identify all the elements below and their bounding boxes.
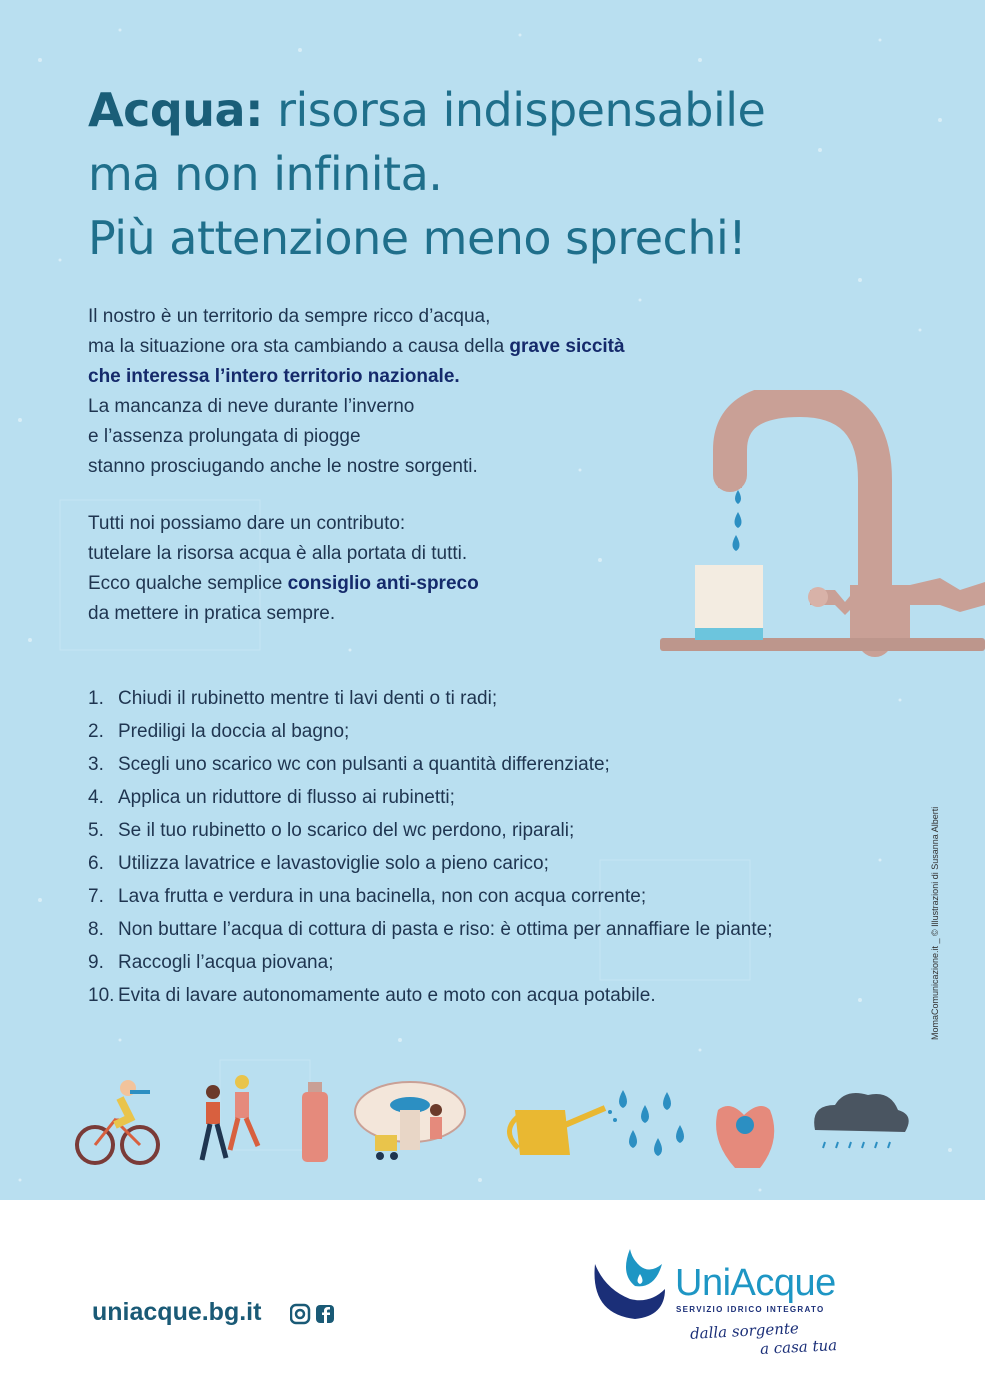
list-item xyxy=(88,814,773,847)
list-number: 2. xyxy=(88,721,104,742)
contribution-line: da mettere in pratica sempre. xyxy=(88,603,336,624)
list-text: Prediligi la doccia al bagno; xyxy=(118,721,350,742)
list-item xyxy=(88,913,773,946)
list-text: Applica un riduttore di flusso ai rubinetti; xyxy=(118,787,455,808)
list-item xyxy=(88,682,773,715)
list-number: 8. xyxy=(88,919,104,940)
list-number: 7. xyxy=(88,886,104,907)
motto-line2: a casa tua xyxy=(759,1335,838,1359)
contribution-text: Ecco qualche semplice xyxy=(88,573,288,594)
list-item xyxy=(88,748,773,781)
intro-line: e l’assenza prolungata di piogge xyxy=(88,426,361,447)
list-item xyxy=(88,880,773,913)
intro-bold: grave siccità xyxy=(509,336,625,357)
list-item xyxy=(88,946,773,979)
brand-tagline: SERVIZIO IDRICO INTEGRATO xyxy=(676,1305,825,1314)
list-text: Raccogli l’acqua piovana; xyxy=(118,952,334,973)
list-text: Lava frutta e verdura in una bacinella, non con acqua corrente; xyxy=(118,886,647,907)
list-number: 10. xyxy=(88,985,115,1006)
intro-line xyxy=(88,332,625,362)
watering-can-icon xyxy=(509,1108,617,1155)
water-bottle-icon xyxy=(302,1082,328,1162)
intro-bold: che interessa l’intero territorio nazionale. xyxy=(88,366,460,387)
list-number: 9. xyxy=(88,952,104,973)
list-number: 4. xyxy=(88,787,104,808)
list-item xyxy=(88,847,773,880)
contribution-line: tutelare la risorsa acqua è alla portata di tutti. xyxy=(88,543,468,564)
tips-list xyxy=(88,682,773,1012)
title-line2: ma non infinita. xyxy=(88,147,443,201)
list-number: 3. xyxy=(88,754,104,775)
list-number: 5. xyxy=(88,820,104,841)
title-line3: Più attenzione meno sprechi! xyxy=(88,211,747,265)
contribution-line xyxy=(88,569,479,599)
list-number: 1. xyxy=(88,688,104,709)
social-icons xyxy=(290,1303,338,1325)
brand-acque: Acque xyxy=(730,1262,836,1304)
list-number: 6. xyxy=(88,853,104,874)
intro-line: Il nostro è un territorio da sempre ricco d’acqua, xyxy=(88,306,491,327)
contribution-line: Tutti noi possiamo dare un contributo: xyxy=(88,513,406,534)
intro-line xyxy=(88,362,625,392)
contribution-paragraph xyxy=(88,509,479,629)
intro-line: La mancanza di neve durante l’inverno xyxy=(88,396,415,417)
title-line1: risorsa indispensabile xyxy=(262,83,766,137)
faucet-illustration xyxy=(660,390,985,665)
facebook-icon[interactable] xyxy=(316,1305,334,1323)
page-title xyxy=(88,78,765,270)
intro-paragraph xyxy=(88,302,625,482)
brand-uni: Uni xyxy=(675,1262,731,1304)
list-item xyxy=(88,715,773,748)
list-text: Scegli uno scarico wc con pulsanti a quantità differenziate; xyxy=(118,754,610,775)
fountain-icon xyxy=(355,1082,465,1160)
title-keyword: Acqua: xyxy=(88,83,263,137)
illustration-credit: MomaComunicazione.it _ © Illustrazioni di Susanna Alberti xyxy=(930,806,940,1040)
list-text: Se il tuo rubinetto o lo scarico del wc perdono, riparali; xyxy=(118,820,575,841)
water-drops-icon xyxy=(619,1090,684,1156)
list-item xyxy=(88,979,773,1012)
list-item xyxy=(88,781,773,814)
list-text: Evita di lavare autonomamente auto e moto con acqua potabile. xyxy=(118,985,656,1006)
illustrations-row xyxy=(70,1070,920,1180)
list-text: Non buttare l’acqua di cottura di pasta e riso: è ottima per annaffiare le piante; xyxy=(118,919,773,940)
intro-text: ma la situazione ora sta cambiando a causa della xyxy=(88,336,510,357)
brand-name xyxy=(675,1262,836,1305)
cyclist-icon xyxy=(77,1080,158,1163)
instagram-icon[interactable] xyxy=(291,1305,309,1323)
runners-icon xyxy=(202,1075,258,1160)
contribution-bold: consiglio anti-spreco xyxy=(287,573,479,594)
hands-water-icon xyxy=(716,1106,774,1168)
website-link[interactable]: uniacque.bg.it xyxy=(92,1298,262,1326)
intro-line: stanno prosciugando anche le nostre sorgenti. xyxy=(88,456,478,477)
list-text: Utilizza lavatrice e lavastoviglie solo a pieno carico; xyxy=(118,853,549,874)
motto-line1: dalla sorgente xyxy=(689,1319,800,1343)
list-text: Chiudi il rubinetto mentre ti lavi denti o ti radi; xyxy=(118,688,498,709)
rain-cloud-icon xyxy=(814,1093,909,1148)
